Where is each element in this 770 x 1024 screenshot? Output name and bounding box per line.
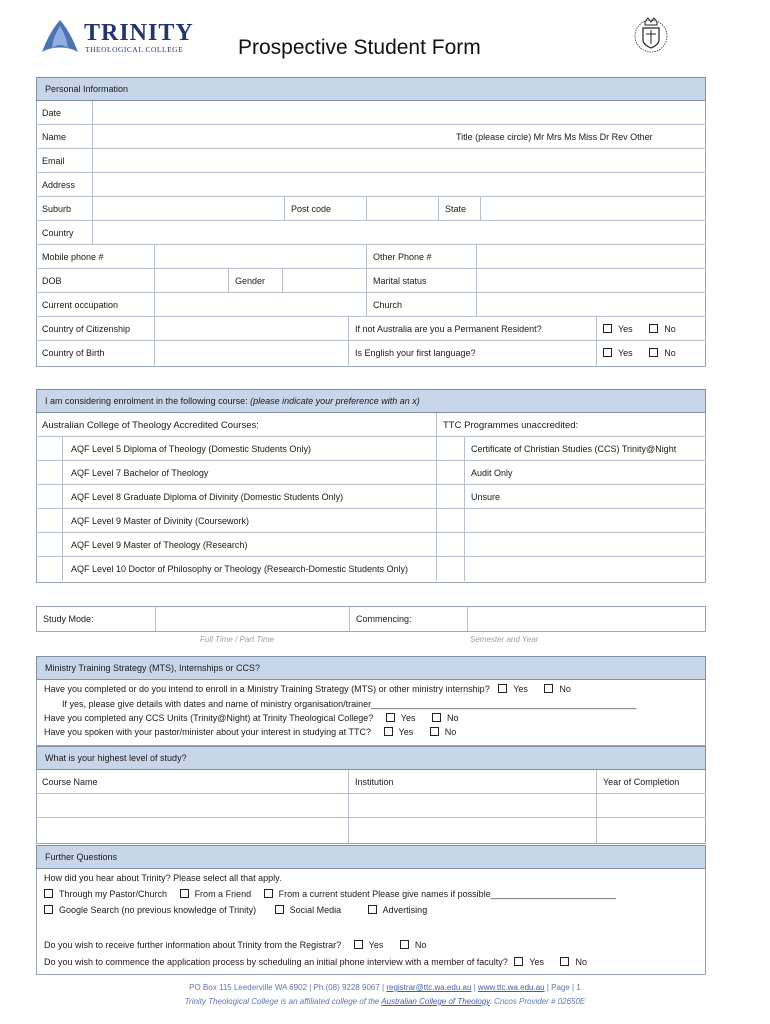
accredited-course-label: AQF Level 8 Graduate Diploma of Divinity (Domestic Students Only) [62, 485, 436, 508]
course-heading [36, 389, 706, 413]
interview-yes-checkbox[interactable] [514, 957, 523, 966]
mts-q1-text: Have you completed or do you intend to enroll in a Ministry Training Strategy (MTS) or other ministry internship? [44, 684, 490, 694]
email-label: Email [42, 156, 65, 166]
hear-options-row2 [36, 905, 714, 915]
name-field[interactable] [92, 125, 448, 148]
course-name-field[interactable] [36, 818, 348, 844]
pr-yes-checkbox[interactable] [603, 324, 612, 333]
mts-q1 [36, 684, 714, 694]
commencing-hint: Semester and Year [470, 635, 539, 644]
mts-heading: Ministry Training Strategy (MTS), Internships or CCS? [36, 656, 706, 680]
date-field[interactable] [92, 101, 706, 124]
unaccredited-programme-label: Audit Only [464, 461, 706, 484]
mts-q3-no-label: No [444, 727, 457, 737]
mobile-label: Mobile phone # [42, 252, 104, 262]
name-label: Name [42, 132, 67, 142]
phone-row [36, 245, 706, 269]
logo-wordmark: TRINITY [84, 20, 194, 46]
programme-select-box[interactable] [436, 509, 464, 532]
study-level-header-row [36, 770, 706, 794]
citizenship-label: Country of Citizenship [42, 324, 131, 334]
hear-options-row1 [36, 889, 714, 899]
course-row [36, 509, 706, 533]
study-mode-field[interactable] [155, 607, 349, 631]
study-mode-label: Study Mode: [43, 614, 94, 624]
date-label: Date [42, 108, 62, 118]
mts-q2-no-checkbox[interactable] [432, 713, 441, 722]
permanent-resident-question: If not Australia are you a Permanent Resident? [348, 317, 596, 340]
personal-info-heading: Personal Information [36, 77, 706, 101]
gender-label: Gender [228, 269, 282, 292]
social-label: Social Media [289, 905, 342, 915]
dob-label: DOB [42, 276, 62, 286]
other-phone-label: Other Phone # [366, 245, 476, 268]
suburb-label: Suburb [42, 204, 72, 214]
unaccredited-programme-label: Certificate of Christian Studies (CCS) Trinity@Night [464, 437, 706, 460]
dob-row [36, 269, 706, 293]
accredited-heading: Australian College of Theology Accredited Courses: [42, 420, 259, 431]
pastor-checkbox[interactable] [44, 889, 53, 898]
student-label: From a current student Please give names if possible_________________________ [278, 889, 616, 899]
postcode-label: Post code [284, 197, 366, 220]
marital-field[interactable] [476, 269, 706, 292]
study-level-row [36, 818, 706, 844]
mts-q3-yes-label: Yes [398, 727, 414, 737]
footer-email-link[interactable]: registrar@ttc.wa.edu.au [386, 983, 472, 992]
registrar-yes-checkbox[interactable] [354, 940, 363, 949]
date-row [36, 101, 706, 125]
student-checkbox[interactable] [264, 889, 273, 898]
year-field[interactable] [596, 818, 706, 844]
birth-country-label: Country of Birth [42, 348, 105, 358]
mts-q2-text: Have you completed any CCS Units (Trinity@Night) at Trinity Theological College? [44, 713, 374, 723]
mts-q1-yes-label: Yes [513, 684, 528, 694]
pr-yes-label: Yes [618, 324, 633, 334]
mts-q1-no-label: No [559, 684, 571, 694]
institution-field[interactable] [348, 818, 596, 844]
footer-separator: | [471, 983, 478, 992]
english-question: Is English your first language? [348, 341, 596, 367]
interview-no-checkbox[interactable] [560, 957, 569, 966]
study-mode-section [36, 606, 706, 632]
mts-q1-no-checkbox[interactable] [544, 684, 553, 693]
postcode-field[interactable] [366, 197, 438, 220]
unaccredited-programme-label [464, 509, 706, 532]
ads-label: Advertising [382, 905, 428, 915]
state-label: State [438, 197, 480, 220]
course-row [36, 485, 706, 509]
occupation-row [36, 293, 706, 317]
suburb-row [36, 197, 706, 221]
institution-field[interactable] [348, 794, 596, 817]
country-row [36, 221, 706, 245]
address-label: Address [42, 180, 76, 190]
permanent-resident-options [596, 317, 706, 340]
interview-question-text: Do you wish to commence the application process by scheduling an initial phone interview with a member of faculty? [44, 957, 508, 967]
english-yes-checkbox[interactable] [603, 348, 612, 357]
interview-no-label: No [575, 957, 587, 967]
registrar-question-text: Do you wish to receive further information about Trinity from the Registrar? [44, 940, 342, 950]
mts-q2 [36, 713, 714, 723]
course-row [36, 557, 706, 581]
footer-affiliation-text: Trinity Theological College is an affiliated college of the [184, 997, 382, 1006]
trinity-logo [40, 16, 194, 60]
mts-q3-no-checkbox[interactable] [430, 727, 439, 736]
programme-select-box[interactable] [436, 533, 464, 556]
google-checkbox[interactable] [44, 905, 53, 914]
state-field[interactable] [480, 197, 706, 220]
footer-affiliation [0, 997, 770, 1006]
marital-label: Marital status [366, 269, 476, 292]
course-row [36, 437, 706, 461]
programme-select-box[interactable] [436, 461, 464, 484]
friend-checkbox[interactable] [180, 889, 189, 898]
programme-select-box[interactable] [436, 485, 464, 508]
pr-no-checkbox[interactable] [649, 324, 658, 333]
occupation-field[interactable] [154, 293, 366, 316]
ads-checkbox[interactable] [368, 905, 377, 914]
church-label: Church [366, 293, 476, 316]
footer-web-link[interactable]: www.ttc.wa.edu.au [477, 983, 545, 992]
study-level-heading: What is your highest level of study? [36, 746, 706, 770]
commencing-field[interactable] [467, 607, 705, 631]
accredited-course-label: AQF Level 9 Master of Theology (Research) [62, 533, 436, 556]
church-field[interactable] [476, 293, 706, 316]
interview-yes-label: Yes [529, 957, 544, 967]
email-field[interactable] [92, 149, 706, 172]
course-row [36, 461, 706, 485]
address-row [36, 173, 706, 197]
suburb-field[interactable] [92, 197, 284, 220]
programme-select-box[interactable] [436, 557, 464, 581]
course-select-box[interactable] [36, 533, 62, 556]
mts-q3-text: Have you spoken with your pastor/minister about your interest in studying at TTC? [44, 727, 371, 737]
unaccredited-programme-label [464, 533, 706, 556]
course-name-heading: Course Name [42, 777, 98, 787]
citizenship-row [36, 317, 706, 341]
footer-act-link[interactable]: Australian College of Theology [381, 997, 490, 1006]
registrar-question [36, 940, 714, 950]
english-no-label: No [664, 348, 676, 358]
title-choice[interactable]: Title (please circle) Mr Mrs Ms Miss Dr Rev Other [456, 132, 653, 142]
study-level-row [36, 794, 706, 818]
study-mode-hint: Full Time / Part Time [200, 635, 275, 644]
hear-question: How did you hear about Trinity? Please select all that apply. [44, 873, 282, 883]
unaccredited-heading: TTC Programmes unaccredited: [436, 413, 706, 436]
pr-no-label: No [664, 324, 676, 334]
page-title: Prospective Student Form [238, 36, 481, 59]
mts-q1-detail[interactable]: If yes, please give details with dates and name of ministry organisation/trainer_____________________________________________________ [62, 699, 637, 709]
country-field[interactable] [92, 221, 706, 244]
occupation-label: Current occupation [42, 300, 119, 310]
footer-address: PO Box 115 Leederville WA 6902 | Ph.(08) 9228 9067 | [189, 983, 387, 992]
year-heading: Year of Completion [596, 770, 706, 793]
accredited-course-label: AQF Level 9 Master of Divinity (Coursework) [62, 509, 436, 532]
course-select-box[interactable] [36, 437, 62, 460]
mts-q2-no-label: No [447, 713, 459, 723]
english-options [596, 341, 706, 367]
commencing-label: Commencing: [349, 607, 467, 631]
course-heading-hint: (please indicate your preference with an x) [250, 396, 420, 406]
mts-q2-yes-checkbox[interactable] [386, 713, 395, 722]
accredited-course-label: AQF Level 10 Doctor of Philosophy or Theology (Research-Domestic Students Only) [62, 557, 436, 581]
logo-subtitle: THEOLOGICAL COLLEGE [85, 45, 184, 54]
pastor-label: Through my Pastor/Church [59, 889, 168, 899]
unaccredited-programme-label [464, 557, 706, 581]
programme-select-box[interactable] [436, 437, 464, 460]
course-select-box[interactable] [36, 461, 62, 484]
further-heading: Further Questions [36, 845, 706, 869]
trinity-knot-icon [40, 18, 80, 54]
accredited-course-label: AQF Level 5 Diploma of Theology (Domestic Students Only) [62, 437, 436, 460]
mts-q2-yes-label: Yes [400, 713, 416, 723]
unaccredited-programme-label: Unsure [464, 485, 706, 508]
english-no-checkbox[interactable] [649, 348, 658, 357]
country-label: Country [42, 228, 74, 238]
course-select-box[interactable] [36, 485, 62, 508]
interview-question [36, 957, 714, 967]
course-row [36, 533, 706, 557]
accredited-course-label: AQF Level 7 Bachelor of Theology [62, 461, 436, 484]
footer-page-number: | Page | 1 [544, 983, 581, 992]
other-phone-field[interactable] [476, 245, 706, 268]
course-columns-header [36, 413, 706, 437]
year-field[interactable] [596, 794, 706, 817]
friend-label: From a Friend [194, 889, 252, 899]
registrar-no-label: No [414, 940, 427, 950]
crest-icon [630, 14, 672, 56]
registrar-no-checkbox[interactable] [400, 940, 409, 949]
birth-country-field[interactable] [154, 341, 348, 367]
mts-q3 [36, 727, 714, 737]
address-field[interactable] [92, 173, 706, 196]
social-checkbox[interactable] [275, 905, 284, 914]
citizenship-field[interactable] [154, 317, 348, 340]
course-name-field[interactable] [36, 794, 348, 817]
mts-q1-yes-checkbox[interactable] [498, 684, 507, 693]
mobile-field[interactable] [154, 245, 366, 268]
footer-contact [0, 983, 770, 992]
institution-heading: Institution [348, 770, 596, 793]
footer-cricos: . Cricos Provider # 02650E [489, 997, 586, 1006]
mts-q3-yes-checkbox[interactable] [384, 727, 393, 736]
email-row [36, 149, 706, 173]
name-row [36, 125, 706, 149]
english-yes-label: Yes [618, 348, 633, 358]
dob-field[interactable] [154, 269, 228, 292]
course-heading-text: I am considering enrolment in the following course: [45, 396, 248, 406]
gender-field[interactable] [282, 269, 366, 292]
registrar-yes-label: Yes [368, 940, 384, 950]
course-select-box[interactable] [36, 509, 62, 532]
course-select-box[interactable] [36, 557, 62, 581]
birth-row [36, 341, 706, 367]
google-label: Google Search (no previous knowledge of Trinity) [59, 905, 257, 915]
